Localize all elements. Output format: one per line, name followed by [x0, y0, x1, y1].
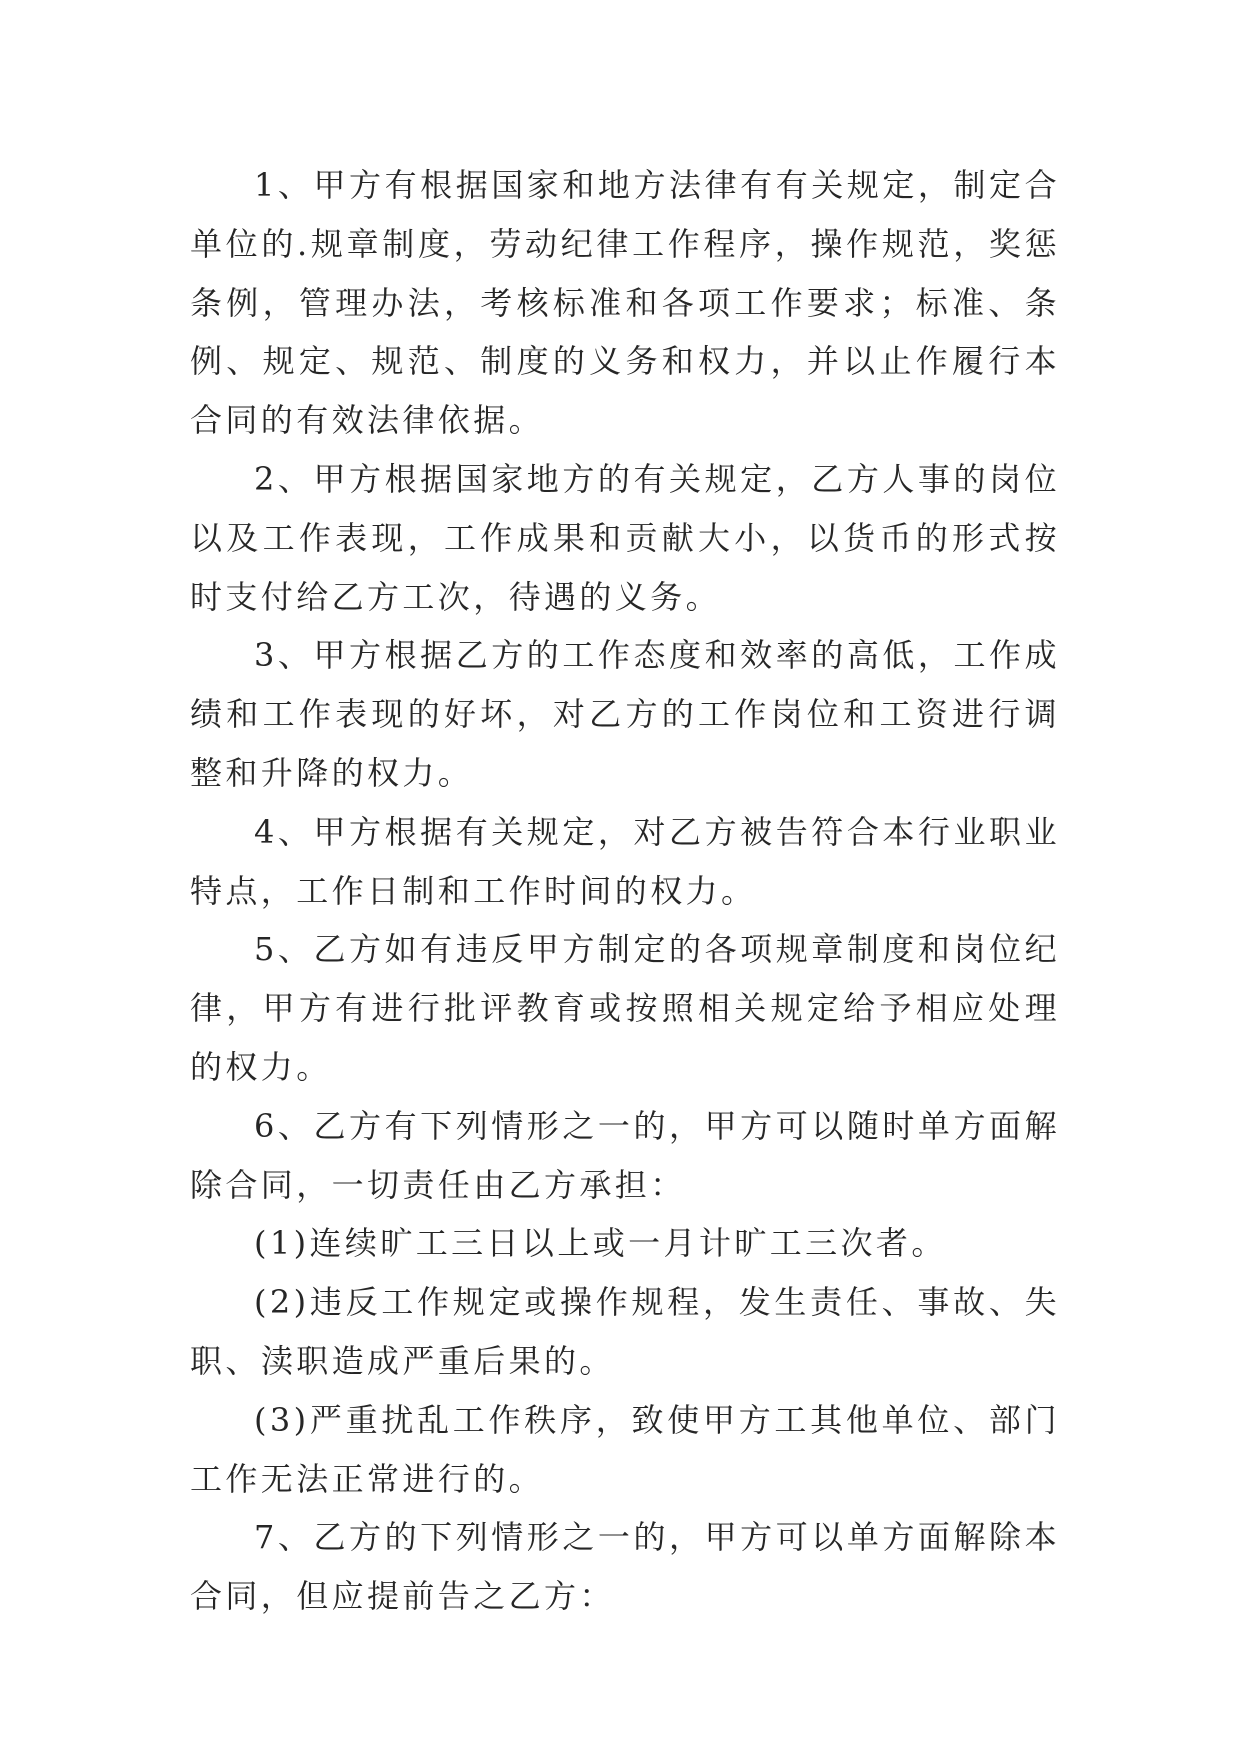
clause-6-item-1: (1)连续旷工三日以上或一月计旷工三次者。 — [254, 1224, 947, 1263]
clause-6-item-3: (3)严重扰乱工作秩序，致使甲方工其他单位、部门工作无法正常进行的。 — [190, 1400, 1060, 1498]
clause-5: 5、乙方如有违反甲方制定的各项规章制度和岗位纪律，甲方有进行批评教育或按照相关规定给予相应处理的权力。 — [190, 930, 1060, 1086]
clause-4: 4、甲方根据有关规定，对乙方被告符合本行业职业特点，工作日制和工作时间的权力。 — [190, 812, 1060, 910]
clause-6-item-2: (2)违反工作规定或操作规程，发生责任、事故、失职、渎职造成严重后果的。 — [190, 1283, 1060, 1380]
clause-3: 3、甲方根据乙方的工作态度和效率的高低，工作成绩和工作表现的好坏，对乙方的工作岗位和工资进行调整和升降的权力。 — [190, 636, 1060, 792]
clause-6: 6、乙方有下列情形之一的，甲方可以随时单方面解除合同，一切责任由乙方承担： — [190, 1106, 1060, 1204]
clause-7: 7、乙方的下列情形之一的，甲方可以单方面解除本合同，但应提前告之乙方： — [190, 1518, 1060, 1616]
clause-2: 2、甲方根据国家地方的有关规定，乙方人事的岗位以及工作表现，工作成果和贡献大小，以货币的形式按时支付给乙方工次，待遇的义务。 — [190, 459, 1060, 616]
clause-1: 1、甲方有根据国家和地方法律有有关规定，制定合单位的.规章制度，劳动纪律工作程序，操作规范，奖惩条例，管理办法，考核标准和各项工作要求；标准、条例、规定、规范、制度的义务和权力，并以止作履行本合同的有效法律依据。 — [190, 166, 1060, 440]
contract-body — [190, 156, 1060, 1626]
